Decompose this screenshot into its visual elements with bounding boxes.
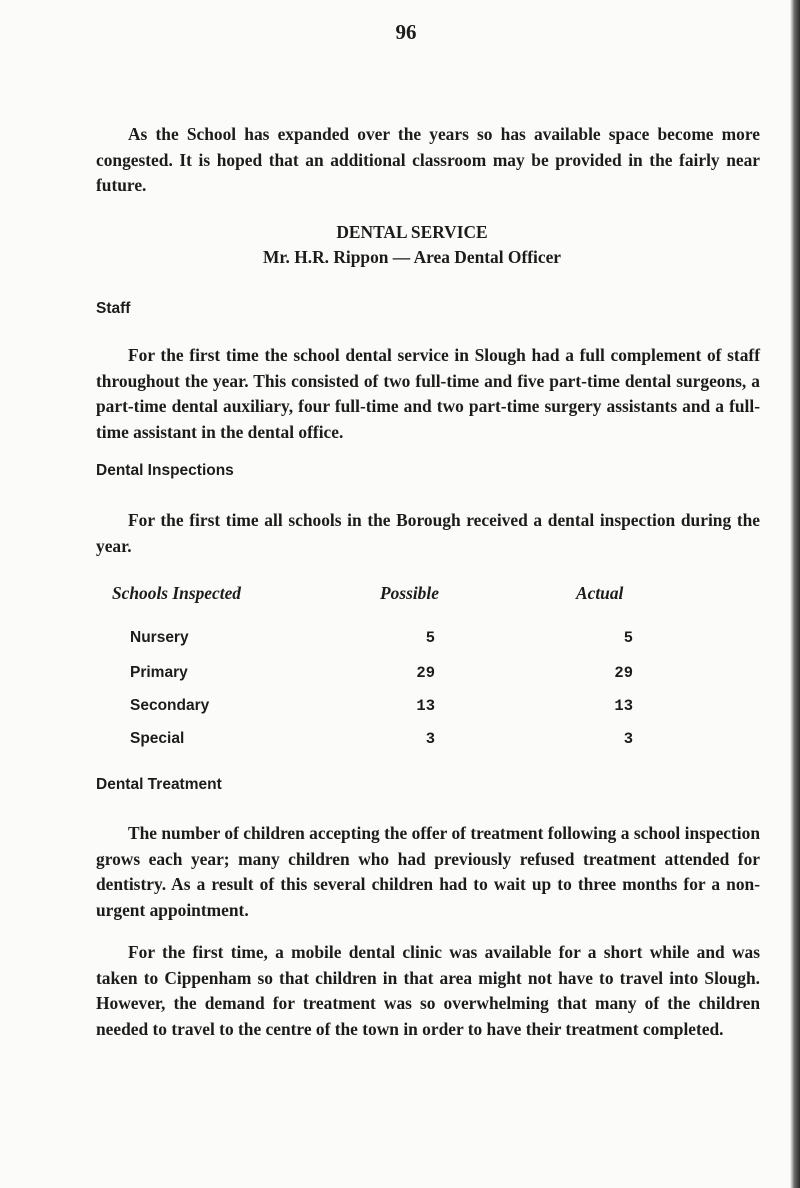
treatment-heading: Dental Treatment [96,776,222,793]
intro-paragraph: As the School has expanded over the years so has available space become more congested. It is hoped that an additional classroom may be provided in the fairly near future. [96,124,760,195]
row-label: Special [130,730,185,747]
inspections-paragraph: For the first time all schools in the Borough received a dental inspection during the year. [96,510,760,556]
officer-line: Mr. H.R. Rippon — Area Dental Officer [262,247,562,267]
row-possible: 3 [425,730,435,748]
table-header-possible: Possible [380,583,439,603]
page-number: 96 [395,20,417,44]
row-label: Secondary [130,697,210,714]
staff-paragraph: For the first time the school dental service in Slough had a full complement of staff throughout the year. This consisted of two full-time and five part-time dental surgeons, a part-time dental auxiliary, four full-time and two part-time surgery assistants and a full-time assistant in the dental office. [96,345,760,442]
row-possible: 5 [425,629,435,647]
row-possible: 13 [416,697,435,715]
row-actual: 13 [614,697,633,715]
treatment-paragraph-2: For the first time, a mobile dental clinic was available for a short while and was taken to Cippenham so that children in that area might not have to travel into Slough. However, the demand for treatment was so overwhelming that many of the children needed to travel to the centre of the town in order to have their treatment completed. [96,942,760,1039]
section-title: DENTAL SERVICE [336,222,488,242]
scanned-page-edge [790,0,800,1188]
table-header-actual: Actual [576,583,624,603]
row-label: Primary [130,664,188,681]
row-actual: 3 [623,730,633,748]
staff-heading: Staff [96,300,131,317]
row-actual: 5 [623,629,633,647]
row-actual: 29 [614,664,633,682]
table-header-schools: Schools Inspected [112,583,241,603]
treatment-paragraph-1: The number of children accepting the offer of treatment following a school inspection grows each year; many children who had previously refused treatment attended for dentistry. As a result of this several children had to wait up to three months for a non-urgent appointment. [96,823,760,920]
row-label: Nursery [130,629,189,646]
row-possible: 29 [416,664,435,682]
inspections-heading: Dental Inspections [96,462,234,479]
